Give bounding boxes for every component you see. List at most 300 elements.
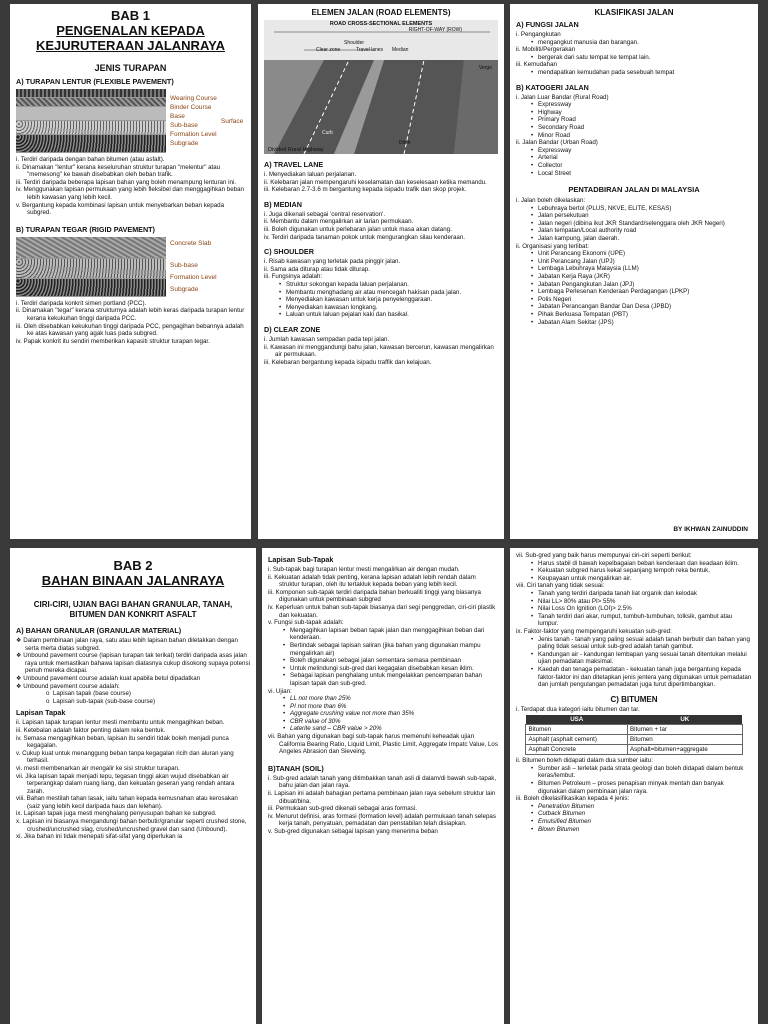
item-text: Kekuatan adalah tidak penting, kerana lapisan adalah lebih rendah dalam struktur turapan, oleh itu tertakluk kepada beban yang lebih kecil.: [274, 573, 476, 589]
chapter-title: PENGENALAN KEPADA: [56, 23, 205, 38]
rigid-heading: B) TURAPAN TEGAR (RIGID PAVEMENT): [16, 224, 155, 234]
list-item: i. Terdapat dua kategori iaitu bitumen dan tar.: [516, 705, 640, 713]
item-number: ii.: [516, 46, 521, 54]
granular-heading: A) BAHAN GRANULAR (GRANULAR MATERIAL): [16, 626, 182, 635]
list-item: [264, 266, 498, 274]
section-title: JENIS TURAPAN: [94, 63, 167, 73]
pentadbiran-list: [516, 197, 752, 326]
item-number: iii.: [516, 795, 522, 803]
sub-tapak-list: [268, 566, 498, 627]
table-cell: Bitumen + tar: [628, 725, 743, 735]
bullet-item: • Unit Perancang Jalan (UPJ): [538, 258, 752, 266]
list-item: [268, 604, 498, 619]
numbered-list: [516, 61, 752, 69]
bullet-list: [516, 101, 752, 139]
fig-label-row: RIGHT-OF-WAY (ROW): [408, 27, 462, 33]
item-text: Menyediakan laluan perjalanan.: [268, 171, 357, 178]
item-number: i.: [516, 93, 520, 101]
list-item: [268, 619, 498, 627]
list-item: [16, 810, 250, 818]
item-number: ii.: [268, 573, 273, 581]
bullet-item: • Local Street: [538, 170, 752, 178]
list-item: [16, 750, 250, 765]
page-title: KLASIFIKASI JALAN: [594, 8, 674, 17]
list-item: [268, 574, 498, 589]
list-item: [516, 31, 752, 39]
list-item: iii. Oleh disebabkan kekukuhan tinggi daripada PCC, pengagihan bebannya adalah ke atas kawasan yang agak luas pada subgred.: [16, 322, 244, 338]
item-number: iii.: [264, 186, 270, 194]
tanah-heading: B)TANAH (SOIL): [268, 763, 324, 773]
item-text: Kelebaran 2.7-3.6 m bergantung kepada isipadu trafik dan skop projek.: [271, 186, 467, 194]
list-item: [268, 589, 498, 604]
list-item: i. Terdiri daripada dengan bahan bitumen (atau asfalt).: [16, 156, 165, 163]
item-text: Permukaan sub-gred dikenali sebagai aras formasi.: [275, 805, 417, 813]
list-item: [516, 139, 752, 147]
pentadbiran-heading: PENTADBIRAN JALAN DI MALAYSIA: [568, 185, 700, 195]
list-item: [516, 757, 752, 765]
item-number: vi.: [16, 764, 23, 772]
bullet-item: • Boleh digunakan sebagai jalan sementara semasa pembinaan: [290, 657, 498, 665]
bullet-list: [516, 69, 752, 77]
numbered-list: [516, 757, 752, 765]
page-bab1: [10, 4, 251, 539]
item-number: iii.: [264, 273, 270, 281]
item-text: Fungsinya adalah:: [271, 273, 323, 281]
item-text: Sama ada diturap atau tidak diturap.: [270, 265, 370, 273]
granular-points: [16, 637, 250, 690]
table-cell: Asphalt Concrete: [526, 745, 628, 755]
table-row: [526, 725, 742, 735]
item-number: i.: [264, 171, 268, 178]
bullet-item: • Sumber asli – terletak pada strata geologi dan boleh didapati dalam bentuk keras/lembut.: [538, 765, 752, 780]
item-text: Fungsi sub-tapak adalah:: [274, 619, 344, 627]
list-item: [516, 197, 752, 205]
item-text: Juga dikenali sebagai 'central reservation'.: [268, 210, 386, 218]
item-text: Dalam pembinaan jalan raya, satu atau lebih lapisan bahan diletakkan dengan serta merta diatas subgred.: [23, 637, 238, 652]
bullet-item: • Minor Road: [538, 132, 752, 140]
bullet-list: [516, 560, 752, 583]
ujian-note: [268, 733, 498, 756]
list-item: [516, 61, 752, 69]
rigid-label: Sub-base: [170, 261, 198, 269]
fig-caption: Divided Rural Highway: [268, 147, 324, 153]
item-number: ii.: [264, 178, 269, 186]
bullet-item: • Nilai LL> 80% atau PI> 55%: [538, 598, 752, 606]
list-item: [264, 344, 498, 359]
flexible-list: [16, 156, 245, 217]
item-number: ii.: [268, 790, 273, 798]
bab-number: BAB 1: [110, 8, 150, 23]
item-text: mesti membenarkan air mengalir ke sisi struktur turapan.: [23, 764, 180, 772]
item-number: iv.: [264, 233, 270, 241]
chapter-title-2: KEJURUTERAAN JALANRAYA: [35, 38, 225, 53]
element-list: [264, 336, 498, 366]
list-item: [16, 735, 250, 750]
bullet-list: [516, 54, 752, 62]
item-text: Jalan Luar Bandar (Rural Road): [520, 93, 609, 101]
table-header: USA: [526, 715, 628, 725]
item-number: iv.: [268, 812, 274, 820]
bullet-item: • Unit Perancang Ekonomi (UPE): [538, 250, 752, 258]
item-text: Unbound pavement course (lapisan turapan tak terikat) terdiri daripada asas jalan raya untuk memastikan bahawa lapisan diatasnya cukup disokong supaya potensi penuh mereka dicapai.: [23, 652, 250, 675]
bullet-item: • Penetration Bitumen: [538, 803, 752, 811]
numbered-list: [516, 94, 752, 102]
table-cell: Bitumen: [526, 725, 628, 735]
item-number: x.: [16, 818, 21, 826]
item-number: i.: [264, 210, 268, 218]
fig-label-ditch: Ditch: [399, 140, 411, 146]
rigid-label: Concrete Slab: [170, 239, 212, 247]
item-number: ii.: [264, 343, 269, 351]
fig-label-median: Median: [392, 47, 409, 53]
ujian-criteria: [268, 695, 498, 733]
item-number: i.: [268, 774, 272, 782]
item-number: ix.: [516, 627, 523, 635]
list-item: iii. Terdiri daripada beberapa lapisan bahan yang boleh menampung lenturan ini.: [16, 178, 237, 186]
fungsi-heading: A) FUNGSI JALAN: [516, 20, 579, 29]
list-item: [16, 795, 250, 810]
item-text: Kawasan ini menggandungi bahu jalan, kawasan bercerun, kawasan mengalirkan air permukaan.: [270, 343, 494, 359]
bullet-item: • Cutback Bitumen: [538, 810, 752, 818]
page-title: ELEMEN JALAN (ROAD ELEMENTS): [311, 8, 451, 17]
bullet-item: • Jalan persekutuan: [538, 212, 752, 220]
list-item: [516, 628, 752, 636]
list-item: [264, 211, 498, 219]
element-list: [264, 258, 498, 281]
list-item: [268, 775, 498, 790]
numbered-list: [516, 552, 752, 560]
ujian-list: [268, 688, 498, 696]
list-item: [268, 813, 498, 828]
list-item: [264, 226, 498, 234]
bullet-item: • Emulsified Bitumen: [538, 818, 752, 826]
bitumen-intro: [516, 706, 752, 714]
item-number: v.: [268, 619, 273, 627]
bullet-item: • Nilai Loss On Ignition (LOI)> 2.5%: [538, 605, 752, 613]
item-text: Kelebaran jalan mempengaruhi keselamatan dan keselesaan ketika memandu.: [270, 178, 487, 186]
bullet-item: • Menyediakan kawasan longkang.: [286, 304, 498, 312]
page-bitumen: [510, 548, 758, 1024]
rigid-label: Formation Level: [170, 273, 217, 281]
table-row: [526, 745, 742, 755]
flexible-pavement-diagram: [16, 89, 245, 153]
road-illustration: [264, 20, 498, 154]
item-text: Pengangkutan: [520, 31, 561, 38]
kategori-heading: B) KATOGERI JALAN: [516, 82, 589, 92]
item-text: Mobiliti/Pergerakan: [522, 46, 576, 54]
bullet-item: • Expressway: [538, 147, 752, 155]
list-item: iv. Papak konkrit itu sendiri memberikan kapasiti struktur turapan tegar.: [16, 337, 210, 345]
bullet-item: • Kekuatan subgred harus kekal sepanjang tempoh reka bentuk.: [538, 567, 752, 575]
item-text: Organisasi yang terlibat:: [522, 242, 589, 250]
item-number: vii.: [16, 772, 24, 780]
bullet-item: • CBR value of 30%: [290, 718, 498, 726]
diamond-item: ❖ Unbound pavement course (lapisan turapan tak terikat) terdiri daripada asas jalan raya untuk memastikan bahawa lapisan diatasnya cukup disokong supaya potensi penuh mereka dicapai.: [16, 652, 250, 675]
fig-label-travel: Travel lanes: [356, 47, 384, 53]
item-text: Cukup kuat untuk menanggung beban tanpa kegagalan ricih dan aluran yang terhasil.: [22, 749, 234, 765]
item-number: i.: [264, 258, 268, 266]
bullet-item: • Jalan negeri (dibina ikut JKR Standard/selenggara oleh JKR Negeri): [538, 220, 752, 228]
bullet-item: • Highway: [538, 109, 752, 117]
item-number: i.: [268, 566, 272, 573]
list-item: i. Terdiri daripada konkrit simen portland (PCC).: [16, 299, 147, 307]
fungsi-list: [516, 31, 752, 77]
numbered-list: [516, 243, 752, 251]
bullet-item: • Sebagai lapisan penghalang untuk mengelakkan pencemparan bahan lapisan tapak dan sub-gred.: [290, 672, 498, 687]
list-item: o Lapisan sub-tapak (sub-base course): [46, 697, 156, 705]
list-item: vi. Ujian:: [268, 687, 292, 695]
bullet-item: • Collector: [538, 162, 752, 170]
list-item: [16, 773, 250, 796]
item-number: ii.: [516, 242, 521, 250]
bullet-item: • Untuk melindungi sub-gred dari kegagalan disebabkan kesan iklim.: [290, 665, 498, 673]
table-cell: Asphalt=bitumen+aggregate: [628, 745, 743, 755]
author-signature: BY IKHWAN ZAINUDDIN: [673, 526, 748, 533]
list-item: [16, 833, 250, 841]
list-item: [264, 273, 498, 281]
table-cell: Bitumen: [628, 735, 743, 745]
table-header: UK: [628, 715, 743, 725]
item-text: Unbound pavement course adalah kuat apabila betul dipadatkan: [23, 674, 201, 682]
item-text: Jika lapisan tapak menjadi tepu, tegasan tinggi akan wujud disebabkan air terperangkap dalam ruang liang, dan kekuatan geseran yang rendah antara zarah.: [25, 772, 235, 795]
list-item: [16, 765, 250, 773]
list-item: [516, 582, 752, 590]
page-road-elements: [258, 4, 504, 539]
item-number: iv.: [16, 734, 22, 742]
list-item: [264, 359, 498, 367]
list-item: iv. Menggunakan lapisan permukaan yang lebih fleksibel dan menggagihkan beban lebih kawasan yang lebih kecil.: [16, 186, 244, 201]
numbered-list: [516, 582, 752, 590]
item-number: i.: [516, 31, 520, 38]
bullet-item: • Struktur sokongan kepada laluan perjalanan.: [286, 281, 498, 289]
bullet-item: • mendapatkan kemudahan pada sesebuah tempat: [538, 69, 752, 77]
bullet-item: • Jenis tanah - tanah yang paling sesuai adalah tanah berbutir dan bahan yang paling tidak sesuai untuk sub-gred adalah tanah gambut.: [538, 636, 752, 651]
diamond-item: ❖ Unbound pavement course adalah kuat apabila betul dipadatkan: [16, 674, 201, 682]
element-heading: D) CLEAR ZONE: [264, 324, 321, 334]
element-heading: A) TRAVEL LANE: [264, 160, 324, 169]
bullet-item: • Lembaga Lebuhraya Malaysia (LLM): [538, 265, 752, 273]
bullet-list: [516, 803, 752, 833]
list-item: [516, 94, 752, 102]
bullet-item: • Aggregate crushing value not more than 35%: [290, 710, 498, 718]
bullet-list: [516, 250, 752, 326]
element-list: [264, 171, 498, 194]
list-item: [268, 828, 498, 836]
item-text: Faktor-faktor yang mempengaruhi kekuatan sub-gred:: [523, 627, 672, 635]
bullet-list: [516, 590, 752, 628]
list-item: [264, 234, 498, 242]
item-number: iii.: [516, 61, 522, 69]
item-text: Jika bahan ini tidak menepati sifat-sifat yang diperlukan ia: [23, 833, 183, 841]
item-text: Unbound pavement course adalah:: [23, 682, 120, 690]
element-heading: B) MEDIAN: [264, 199, 302, 209]
page-bab2: [10, 548, 256, 1024]
bitumen-heading: C) BITUMEN: [610, 694, 658, 704]
bullet-item: • bergerak dari satu tempat ke tempat lain.: [538, 54, 752, 62]
table-cell: Asphalt (asphalt cement): [526, 735, 628, 745]
bullet-item: • Lembaga Perlesenan Kenderaan Perdagangan (LPKP): [538, 288, 752, 296]
fig-label-verge: Verge: [478, 65, 492, 71]
list-item: [268, 805, 498, 813]
bullet-item: • Lebuhraya bertol (PLUS, NKVE, ELITE, KESAS): [538, 205, 752, 213]
list-item: v. Bergantung kepada kombinasi lapisan untuk menyebarkan beban kepada subgred.: [16, 201, 225, 217]
list-item: ii. Dinamakan "lentur" kerana keseluruhan struktur turapan "melentur" atau "memesong" ke bawah disebabkan oleh beban trafik.: [16, 163, 221, 179]
item-number: ix.: [16, 810, 23, 818]
bullet-item: • Secondary Road: [538, 124, 752, 132]
bullet-item: • Jabatan Kerja Raya (JKR): [538, 273, 752, 281]
course-list: [16, 690, 250, 705]
item-number: ii.: [16, 719, 21, 727]
bullet-item: • Blown Bitumen: [538, 826, 752, 834]
flex-label: Binder Course: [170, 104, 212, 111]
bullet-item: • Tanah terdiri dari akar, rumput, tumbuh-tumbuhan, tolksik, gambut atau lumpur.: [538, 613, 752, 628]
item-text: Semasa mengagihkan beban, lapisan itu sendiri tidak boleh menjadi punca kegagalan.: [23, 734, 229, 750]
item-text: Bitumen boleh didapati dalam dua sumber iaitu:: [522, 757, 653, 765]
sub-tapak-heading: Lapisan Sub-Tapak: [268, 555, 334, 564]
item-number: ii.: [516, 139, 521, 147]
item-text: Sub-tapak bagi turapan lentur mesti mengalirkan air dengan mudah.: [272, 566, 460, 573]
item-number: viii.: [16, 795, 25, 803]
figure-title: ROAD CROSS-SECTIONAL ELEMENTS: [329, 21, 433, 27]
bullet-item: • Primary Road: [538, 116, 752, 124]
bullet-item: • PI not more than 6%: [290, 703, 498, 711]
list-item: [264, 171, 498, 179]
item-text: Ciri tanah yang tidak sesuai:: [526, 582, 605, 590]
item-text: Lapisan tapak turapan lentur mesti membantu untuk mengagihkan beban.: [22, 719, 225, 727]
item-number: iv.: [268, 603, 274, 611]
list-item: [516, 243, 752, 251]
list-item: [516, 795, 752, 803]
item-number: iii.: [268, 805, 274, 813]
table-row: [526, 735, 742, 745]
bullet-item: • mengangkut manusia dan barangan.: [538, 39, 752, 47]
diamond-item: ❖ Unbound pavement course adalah:: [16, 682, 120, 690]
numbered-list: [516, 197, 752, 205]
item-number: ii.: [264, 218, 269, 226]
item-text: Sub-gred digunakan sebagai lapisan yang menerima beban: [274, 828, 438, 835]
bullet-item: • Expressway: [538, 101, 752, 109]
item-text: Sub-gred adalah tanah yang ditimbakkan tanah asli di dalam/di bawah sub-tapak, bahu jalan dan jalan raya.: [272, 774, 497, 790]
subgrade-properties: [516, 552, 752, 689]
page-classification: [510, 4, 758, 539]
list-item: vii. Bahan yang digunakan bagi sub-tapak harus memenuhi keheadak ujian California Bearing Ratio, Liquid Limit, Plastic Limit, Aggregate Impatc Value, Los Angeles Abrasion dan Sieveing.: [268, 733, 498, 756]
flex-label: Subgrade: [170, 140, 199, 147]
item-number: v.: [268, 828, 273, 835]
item-text: Komponen sub-tapak terdiri daripada bahan berkualiti tinggi yang biasanya digunakan untuk pembinaan subgred: [275, 588, 481, 604]
flex-label: Base: [170, 113, 185, 120]
fig-label-curb: Curb: [322, 130, 333, 136]
surface-label: Surface: [220, 117, 244, 125]
list-item: ii. Dinamakan "tegar" kerana strukturnya adalah lebih keras daripada turapan lentur kerana kekukuhan tinggi daripada PCC.: [16, 307, 245, 322]
item-number: ii.: [516, 757, 521, 765]
bullet-item: • Kaedah dan tenaga pemadatan - kekuatan tanah juga bergantung kepada faktor-faktor ini dan ditetapkan jenis jentera yang digunakan untuk pemadatan dan jumlah pengulangan pemadatan juga turut dipertimbangkan.: [538, 666, 752, 689]
list-item: [16, 818, 250, 833]
bullet-item: • Jabatan Perancangan Bandar Dan Desa (JPBD): [538, 303, 752, 311]
list-item: [264, 258, 498, 266]
bullet-item: • Jalan kampung, jalan daerah.: [538, 235, 752, 243]
item-text: Menurut definisi, aras formasi (formation level) adalah permukaan tanah selepas kerja tanah, penyatuan, pemadatan dan penstabilan telah disiapkan.: [275, 812, 496, 828]
sub-tapak-functions: [268, 627, 498, 688]
flex-label: Sub-base: [170, 122, 198, 129]
bullet-list: [516, 147, 752, 177]
bitumen-table: [525, 715, 742, 755]
tanah-list: [268, 775, 498, 836]
item-text: Lapisan tapak juga mesti menghalang penyusupan bahan ke subgred.: [23, 810, 217, 818]
rigid-list: [16, 300, 245, 346]
list-item: [264, 179, 498, 187]
bullet-item: • Membantu menghadang air atau mencegah hakisan pada jalan.: [286, 289, 498, 297]
road-element-sections: [264, 160, 498, 366]
bullet-item: • Jabatan Pengangkutan Jalan (JPJ): [538, 281, 752, 289]
numbered-list: [516, 46, 752, 54]
item-number: i.: [516, 197, 520, 205]
list-item: [516, 46, 752, 54]
bullet-item: • Tanah yang terdiri daripada tanah liat organik dan kelodak: [538, 590, 752, 598]
fig-label-shoulder: Shoulder: [344, 40, 365, 46]
item-text: Sub-gred yang baik harus mempunyai ciri-ciri seperti berikut:: [525, 552, 692, 559]
flex-label: Formation Level: [170, 131, 217, 138]
item-text: Ketebalan adalah faktor penting dalam reka bentuk.: [23, 726, 166, 734]
element-list: [264, 211, 498, 241]
bullet-item: • Kandungan air - kandungan lembapan yang sesuai tanah ditentukan melalui ujian pemadatan maksimal.: [538, 651, 752, 666]
bullet-item: • Jabatan Alam Sekitar (JPS): [538, 319, 752, 327]
item-text: Jalan Bandar (Urban Road): [522, 139, 598, 147]
bullet-item: • LL not more than 25%: [290, 695, 498, 703]
bullet-list: [516, 765, 752, 795]
item-text: Bahan mestilah tahan lasak, iaitu tahan kepada kemusnahan atau kerosakan (saiz yang lebih kecil daripada haus dan lelehan).: [26, 795, 238, 810]
bullet-list: [516, 39, 752, 47]
item-text: Membantu dalam mengalirkan air larian permukaan.: [270, 218, 414, 226]
lapisan-tapak-heading: Lapisan Tapak: [16, 708, 66, 718]
bullet-list: [516, 636, 752, 689]
list-item: o Lapisan tapak (base course): [46, 690, 131, 698]
item-number: xi.: [16, 833, 23, 841]
numbered-list: [516, 628, 752, 636]
item-number: ii.: [264, 265, 269, 273]
bullet-item: • Laterite sand – CBR value > 20%: [290, 725, 498, 733]
list-item: [264, 336, 498, 344]
diamond-item: ❖ Dalam pembinaan jalan raya, satu atau lebih lapisan bahan diletakkan dengan serta merta diatas subgred.: [16, 637, 238, 652]
rigid-label: Subgrade: [170, 285, 199, 293]
flex-label: Wearing Course: [170, 95, 217, 102]
fig-label-clear: Clear zone: [316, 47, 341, 53]
bullet-item: • Bertindak sebagai lapisan saliran (jika bahan yang digunakan mampu mengalirkan air): [290, 642, 498, 657]
bullet-item: • Polis Negeri: [538, 296, 752, 304]
chapter-subtitle: CIRI-CIRI, UJIAN BAGI BAHAN GRANULAR, TANAH, BITUMEN DAN KONKRIT ASFALT: [33, 600, 233, 619]
element-heading: C) SHOULDER: [264, 247, 314, 257]
item-number: vii.: [516, 552, 524, 559]
bullet-item: • Menyediakan kawasan untuk kerja penyelenggaraan.: [286, 296, 498, 304]
item-text: Terdiri daripada tanaman pokok untuk mengurangkan silau kenderaan.: [271, 233, 465, 241]
item-text: Risab kawasan yang terletak pada pinggir jalan.: [268, 258, 401, 266]
bullet-item: • Keupayaan untuk mengalirkan air.: [538, 575, 752, 583]
rigid-pavement-diagram: [16, 237, 245, 297]
list-item: [268, 790, 498, 805]
item-number: iii.: [264, 225, 270, 233]
bullet-list: [516, 205, 752, 243]
item-number: iii.: [264, 358, 270, 366]
bullet-item: • Pihak Berkuasa Tempatan (PBT): [538, 311, 752, 319]
element-bullets: [264, 281, 498, 319]
item-text: Lapisan ini adalah bahagian pertama pembinaan jalan raya sebelum struktur lain dibuat/bina.: [274, 790, 496, 805]
item-text: Keperluan untuk bahan sub-tapak biasanya dari segi penggredan, ciri-ciri plastik dan kekuatan.: [275, 603, 496, 619]
list-item: [16, 719, 250, 727]
item-number: iii.: [268, 588, 274, 596]
bullet-item: • Jalan tempatan/Local authority road: [538, 227, 752, 235]
item-number: iii.: [16, 726, 22, 734]
numbered-list: [516, 31, 752, 39]
kategori-list: [516, 94, 752, 178]
